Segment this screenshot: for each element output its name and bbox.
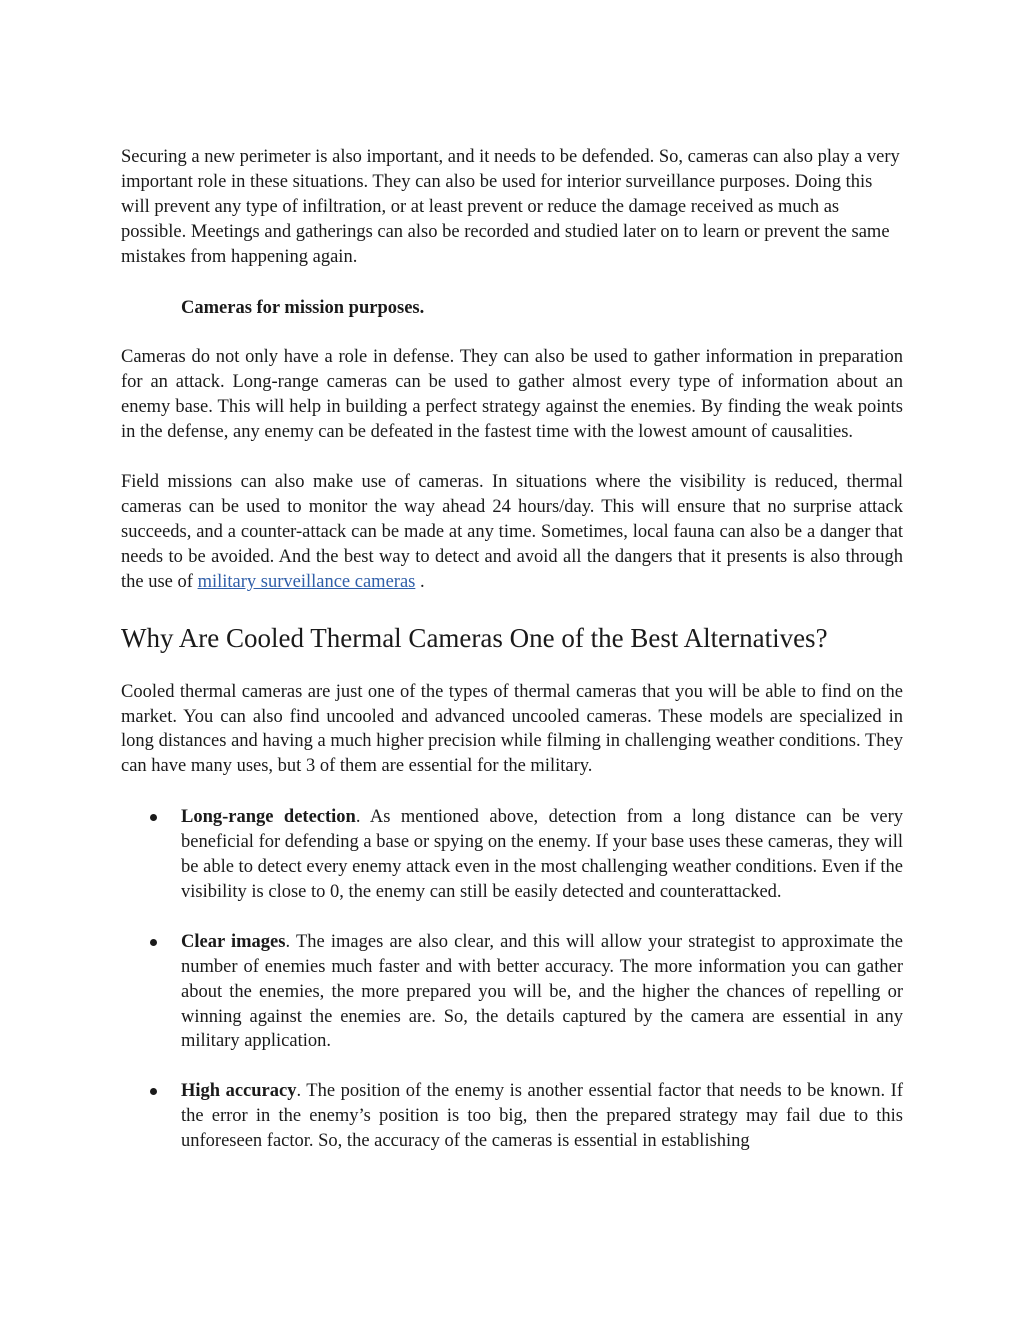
- bullet-title: Long-range detection: [181, 807, 356, 828]
- bullet-title: High accuracy: [181, 1081, 297, 1102]
- field-text-end: .: [415, 571, 425, 592]
- list-item: [121, 1079, 903, 1154]
- bullet-icon: [150, 814, 157, 821]
- section-heading: Why Are Cooled Thermal Cameras One of the Best Alternatives?: [121, 622, 828, 653]
- benefits-list: [121, 805, 903, 1154]
- bullet-text: . As mentioned above, detection from a long distance can be very beneficial for defending a base or spying on the enemy. If your base uses these cameras, they will be able to detect every enemy attack even in the most challenging weather conditions. Even if the visibility is close to 0, the enemy can still be easily detected and counterattacked.: [181, 807, 903, 902]
- military-surveillance-cameras-link[interactable]: military surveillance cameras: [197, 571, 416, 592]
- paragraph-field-missions: [121, 470, 903, 595]
- bullet-title: Clear images: [181, 931, 286, 952]
- paragraph-perimeter: Securing a new perimeter is also important, and it needs to be defended. So, cameras can also play a very important role in these situations. They can also be used for interior surveillance purposes. Doing this will prevent any type of infiltration, or at least prevent or reduce the damage received as much as possible. Meetings and gatherings can also be recorded and studied later on to learn or prevent the same mistakes from happening again.: [121, 147, 900, 267]
- bullet-icon: [150, 939, 157, 946]
- field-text: Field missions can also make use of cameras. In situations where the visibility is reduced, thermal cameras can be used to monitor the way ahead 24 hours/day. This will ensure that no surprise attack succeeds, and a counter-attack can be made at any time. Sometimes, local fauna can also be a danger that needs to be avoided. And the best way to detect and avoid all the dangers that it presents is also through the use of: [121, 472, 903, 592]
- bullet-icon: [150, 1088, 157, 1095]
- subheading-mission-purposes: Cameras for mission purposes.: [181, 297, 425, 318]
- paragraph-mission: Cameras do not only have a role in defense. They can also be used to gather information in preparation for an attack. Long-range cameras can be used to gather almost every type of information about an enemy base. This will help in building a perfect strategy against the enemies. By finding the weak points in the defense, any enemy can be defeated in the fastest time with the lowest amount of causalities.: [121, 347, 903, 443]
- paragraph-cooled-intro: Cooled thermal cameras are just one of the types of thermal cameras that you will be able to find on the market. You can also find uncooled and advanced uncooled cameras. These models are specialized in long distances and having a much higher precision while filming in challenging weather conditions. They can have many uses, but 3 of them are essential for the military.: [121, 681, 903, 777]
- document-page: [121, 145, 903, 1179]
- bullet-text: . The position of the enemy is another essential factor that needs to be known. If the error in the enemy’s position is too big, then the prepared strategy may fail due to this unforeseen factor. So, the accuracy of the cameras is essential in establishing: [181, 1081, 903, 1152]
- list-item: [121, 930, 903, 1055]
- list-item: [121, 805, 903, 905]
- bullet-text: . The images are also clear, and this will allow your strategist to approximate the number of enemies much faster and with better accuracy. The more information you can gather about the enemies, the more prepared you will be, and the higher the chances of repelling or winning against the enemies are. So, the details captured by the camera are essential in any military application.: [181, 931, 903, 1052]
